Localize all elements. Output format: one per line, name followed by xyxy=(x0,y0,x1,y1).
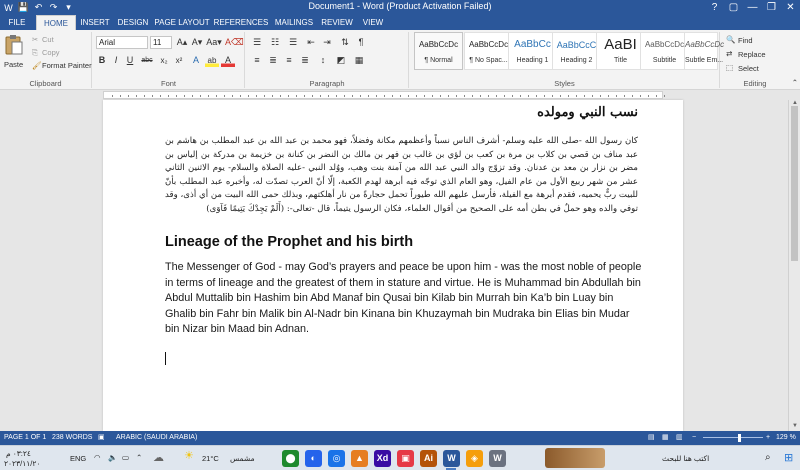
select-icon[interactable]: ⬚ xyxy=(726,63,734,72)
horizontal-ruler[interactable] xyxy=(0,90,800,100)
wifi-icon[interactable]: ◠ xyxy=(94,453,101,462)
ruler-tick xyxy=(272,95,273,97)
ruler-tick xyxy=(216,95,217,97)
ruler-tick xyxy=(168,95,169,97)
copy-icon[interactable]: ⎘ xyxy=(32,48,38,57)
ruler-tick xyxy=(208,95,209,97)
search-icon[interactable]: ⌕ xyxy=(765,452,771,463)
proofing-icon[interactable]: ▣ xyxy=(98,434,105,441)
ruler-tick xyxy=(448,95,449,97)
ruler-tick xyxy=(512,95,513,97)
window-title: Document1 - Word (Product Activation Failed) xyxy=(308,1,492,11)
web-layout-icon[interactable]: ▥ xyxy=(676,434,683,441)
battery-icon[interactable]: ▭ xyxy=(122,453,130,462)
ruler-tick xyxy=(640,95,641,97)
ruler-tick xyxy=(480,95,481,97)
style-subtle-emphasis[interactable] xyxy=(684,32,725,70)
ruler-tick xyxy=(328,95,329,97)
search-highlight-image[interactable] xyxy=(545,448,605,468)
ribbon-tabs xyxy=(0,15,800,30)
language-indicator[interactable]: ARABIC (SAUDI ARABIA) xyxy=(116,434,198,441)
customize-qat-icon[interactable]: ▾ xyxy=(66,2,71,12)
ruler-tick xyxy=(552,95,553,97)
italic-button[interactable]: I xyxy=(114,55,118,65)
cut-icon[interactable]: ✂ xyxy=(32,35,39,44)
ruler-tick xyxy=(224,95,225,97)
align-right-icon[interactable]: ≡ xyxy=(286,55,292,65)
tab-home[interactable]: HOME xyxy=(36,15,76,30)
ruler-tick xyxy=(408,95,409,97)
editing-group xyxy=(722,32,788,88)
print-layout-icon[interactable]: ▦ xyxy=(662,434,669,441)
clipboard-group xyxy=(0,32,92,88)
text-effects-icon[interactable]: A xyxy=(192,55,199,65)
ruler-tick xyxy=(368,95,369,97)
zoom-out-icon[interactable]: − xyxy=(692,434,697,441)
weather-temperature[interactable]: 21°C xyxy=(202,454,219,463)
tab-file[interactable]: FILE xyxy=(0,15,34,30)
chrome-icon[interactable]: ◎ xyxy=(328,450,345,467)
ruler-tick xyxy=(528,95,529,97)
app-icon-3[interactable]: ▲ xyxy=(351,450,368,467)
ruler-tick xyxy=(536,95,537,97)
style-name: Title xyxy=(614,57,627,64)
zoom-in-icon[interactable]: + xyxy=(766,434,771,441)
ruler-tick xyxy=(392,95,393,97)
ruler-tick xyxy=(376,95,377,97)
sort-icon[interactable]: ⇅ xyxy=(341,37,349,47)
taskbar xyxy=(0,445,800,470)
ruler-tick xyxy=(464,95,465,97)
windows-start-icon[interactable]: ⊞ xyxy=(784,452,794,464)
ruler-tick xyxy=(192,95,193,97)
paste-icon xyxy=(4,34,24,56)
save-icon[interactable]: 💾 xyxy=(17,2,30,12)
decrease-indent-icon[interactable]: ⇤ xyxy=(307,37,315,47)
replace-button[interactable]: Replace xyxy=(738,50,766,59)
clipboard-group-label: Clipboard xyxy=(29,79,62,88)
ruler-tick xyxy=(608,95,609,97)
paste-label: Paste xyxy=(4,60,24,69)
ruler-tick xyxy=(160,95,161,97)
weather-condition[interactable]: مشمس xyxy=(230,454,255,463)
highlight-icon[interactable]: ab xyxy=(205,54,219,67)
app-icon-2[interactable]: ◐ xyxy=(305,450,322,467)
styles-group-label: Styles xyxy=(554,79,575,88)
ruler-tick xyxy=(624,95,625,97)
style-preview: AaBbCcDc xyxy=(468,40,509,49)
ruler-tick xyxy=(312,95,313,97)
align-center-icon[interactable]: ≣ xyxy=(269,55,277,65)
tab-page-layout[interactable]: PAGE LAYOUT xyxy=(154,18,210,27)
scrollbar-thumb[interactable] xyxy=(791,106,798,261)
scroll-down-icon[interactable]: ▼ xyxy=(792,423,798,429)
word-count[interactable]: 238 WORDS xyxy=(52,434,93,441)
adobe-xd-icon[interactable]: Xd xyxy=(374,450,391,467)
vertical-scrollbar[interactable] xyxy=(788,100,800,431)
ruler-tick xyxy=(456,95,457,97)
ruler-tick xyxy=(576,95,577,97)
ruler-tick xyxy=(592,95,593,97)
clock-time[interactable]: ٠٣:٢٤ م xyxy=(6,449,31,458)
ruler-tick xyxy=(176,95,177,97)
ruler-tick xyxy=(336,95,337,97)
restore-button[interactable]: ❐ xyxy=(767,2,776,13)
page-count[interactable]: PAGE 1 OF 1 xyxy=(4,434,47,441)
close-button[interactable]: ✕ xyxy=(781,0,800,15)
ruler-tick xyxy=(240,95,241,97)
english-paragraph: The Messenger of God - may God’s prayers and peace be upon him - was the most noble of people in terms of lineage and the greatest of them in stature and virtue. He is Muhammad bin Abdullah bin Abdul Muttalib bin Hashim bin Abd Manaf bin Qusai bin Kilab bin Murrah bin Ka’b bin Luay bin Ghalib bin Fahr bin Malik bin Al-Nadr bin Kinana bin Khuzaymah bin Mudraka bin Elias bin Mudar bin Nizar bin Maad bin Adnan. xyxy=(165,261,642,335)
ruler-tick xyxy=(472,95,473,97)
paste-button[interactable] xyxy=(4,34,26,72)
style-name: ¶ No Spac... xyxy=(469,57,508,64)
search-box[interactable]: اكتب هنا للبحث xyxy=(662,454,710,463)
grow-font-icon[interactable]: A▴ xyxy=(176,37,188,47)
redo-icon[interactable]: ↷ xyxy=(49,2,58,12)
document-workspace xyxy=(0,100,800,431)
font-group xyxy=(93,32,245,88)
ruler-tick xyxy=(344,95,345,97)
style-heading-2[interactable] xyxy=(552,32,601,70)
file-explorer-icon[interactable]: ◈ xyxy=(466,450,483,467)
style-preview: AaBbCcDc xyxy=(644,40,685,49)
replace-icon[interactable]: ⇄ xyxy=(726,49,733,58)
zoom-level[interactable]: 129 % xyxy=(776,434,796,441)
styles-group xyxy=(410,32,725,88)
ruler-tick xyxy=(432,95,433,97)
minimize-button[interactable]: — xyxy=(747,2,758,13)
ruler-tick xyxy=(648,95,649,97)
document-page[interactable] xyxy=(103,100,683,431)
ruler-tick xyxy=(544,95,545,97)
weather-icon[interactable]: ☁ xyxy=(153,452,164,464)
font-color-icon[interactable]: A xyxy=(221,54,235,67)
clock-date[interactable]: ٢٠٢٣/١١/٢٠ xyxy=(4,459,41,468)
ruler-tick xyxy=(120,95,121,97)
shading-icon[interactable]: ◩ xyxy=(336,55,346,65)
status-bar xyxy=(0,431,800,445)
ruler-tick xyxy=(584,95,585,97)
cut-button[interactable]: Cut xyxy=(42,35,54,44)
find-button[interactable]: Find xyxy=(738,36,753,45)
style-name: Heading 1 xyxy=(516,57,549,64)
font-group-label: Font xyxy=(160,79,176,88)
show-marks-icon[interactable]: ¶ xyxy=(358,37,364,47)
ribbon-display-button[interactable]: ▢ xyxy=(728,2,739,13)
style-preview: AaBbCcC xyxy=(556,40,597,50)
ruler-tick xyxy=(664,95,665,97)
ruler-tick xyxy=(320,95,321,97)
ruler-tick xyxy=(504,95,505,97)
style-heading-1[interactable] xyxy=(508,32,557,70)
ruler-tick xyxy=(384,95,385,97)
arabic-paragraph: كان رسول الله -صلى الله عليه وسلم- أشرف الناس نسباً وأعظمهم مكانة وفضلاً، فهو محمد بن عبد الله بن عبد المطلب بن هاشم بن عبد مناف بن قصي بن كلاب بن مرة بن كعب بن لؤي بن غالب بن فهر بن مالك بن النضر بن كنانة بن خزيمة بن مدركة بن إلياس بن مضر بن نزار بن معد بن عدنان. وقد تزوّج والد النبي عبد الله من آمنة بنت وهب، ووُلد النبي -عليه الصلاة والسلام- يوم الاثنين الثاني عشر من شهر ربيع الأول من عام الفيل، وهو العام الذي توجّه فيه أبرهة لهدم الكعبة، إلّا أنّ العرب تصدّت له، وأخبره عبد المطلب بأنّ للبيت ربٌّ يحميه، فقدم أبرهة مع الفيلة، فأرسل عليهم الله طيوراً تحمل حجارةً من نار أهلكتهم، وبذلك حمى الله البيت من أي أذى، وقد توفي والده وهو حملٌ في بطن أمه على الصحيح من أقوال العلماء، فكان الرسول يتيماً، قال -تعالى-: (أَلَمْ يَجِدْكَ يَتِيمًا فَآوَى) xyxy=(165,136,638,214)
ruler-tick xyxy=(496,95,497,97)
ruler-tick xyxy=(360,95,361,97)
zoom-slider[interactable] xyxy=(703,437,763,438)
tab-references[interactable]: REFERENCES xyxy=(213,18,269,27)
ruler-tick xyxy=(304,95,305,97)
format-painter-button[interactable]: Format Painter xyxy=(42,61,92,70)
underline-button[interactable]: U xyxy=(126,55,134,65)
undo-icon[interactable]: ↶ xyxy=(34,2,43,12)
ruler-strip[interactable] xyxy=(103,91,663,99)
style-no-spacing[interactable] xyxy=(464,32,513,70)
bullets-icon[interactable]: ☰ xyxy=(252,37,262,47)
collapse-ribbon-icon[interactable]: ⌃ xyxy=(791,78,798,87)
illustrator-icon[interactable]: Ai xyxy=(420,450,437,467)
tab-insert[interactable]: INSERT xyxy=(80,18,110,27)
window-controls xyxy=(705,0,800,15)
ruler-tick xyxy=(136,95,137,97)
ruler-tick xyxy=(424,95,425,97)
shrink-font-icon[interactable]: A▾ xyxy=(191,37,203,47)
strikethrough-button[interactable]: abc xyxy=(141,57,153,64)
sun-icon[interactable]: ☀ xyxy=(184,450,194,462)
change-case-icon[interactable]: Aa▾ xyxy=(206,37,222,47)
increase-indent-icon[interactable]: ⇥ xyxy=(323,37,331,47)
ruler-tick xyxy=(256,95,257,97)
style-normal[interactable] xyxy=(414,32,463,70)
ruler-tick xyxy=(656,95,657,97)
superscript-button[interactable]: x² xyxy=(175,56,183,65)
system-tray-chevron-icon[interactable]: ⌃ xyxy=(136,453,143,462)
justify-icon[interactable]: ≣ xyxy=(301,55,309,65)
ruler-tick xyxy=(440,95,441,97)
copy-button[interactable]: Copy xyxy=(42,48,60,57)
style-name: ¶ Normal xyxy=(424,57,453,64)
volume-icon[interactable]: 🔈 xyxy=(108,453,118,462)
font-name-combo[interactable]: Arial xyxy=(96,36,148,49)
ruler-tick xyxy=(144,95,145,97)
ruler-tick xyxy=(568,95,569,97)
text-cursor xyxy=(165,352,166,365)
ruler-tick xyxy=(184,95,185,97)
ruler-tick xyxy=(488,95,489,97)
style-name: Heading 2 xyxy=(560,57,593,64)
borders-icon[interactable]: ▦ xyxy=(354,55,364,65)
arabic-heading: نسب النبي ومولده xyxy=(537,105,638,120)
ruler-tick xyxy=(200,95,201,97)
style-preview: AaBbCcDc xyxy=(418,40,459,49)
line-spacing-icon[interactable]: ↕ xyxy=(320,55,326,65)
tab-view[interactable]: VIEW xyxy=(362,18,384,27)
ruler-tick xyxy=(352,95,353,97)
ruler-tick xyxy=(128,95,129,97)
read-mode-icon[interactable]: ▤ xyxy=(648,434,655,441)
task-view-icon[interactable]: W xyxy=(489,450,506,467)
ruler-tick xyxy=(288,95,289,97)
ruler-tick xyxy=(400,95,401,97)
subscript-button[interactable]: x₂ xyxy=(160,56,168,65)
zoom-slider-thumb[interactable] xyxy=(738,434,741,442)
editing-group-label: Editing xyxy=(743,79,767,88)
ruler-tick xyxy=(296,95,297,97)
ribbon-home xyxy=(0,30,800,90)
tab-review[interactable]: REVIEW xyxy=(321,18,353,27)
style-title[interactable] xyxy=(596,32,645,70)
word-taskbar-icon[interactable]: W xyxy=(443,450,460,467)
ruler-tick xyxy=(280,95,281,97)
bold-button[interactable]: B xyxy=(98,55,106,65)
ruler-tick xyxy=(152,95,153,97)
find-icon[interactable]: 🔍 xyxy=(726,35,736,44)
ruler-tick xyxy=(560,95,561,97)
ruler-tick xyxy=(616,95,617,97)
ruler-tick xyxy=(232,95,233,97)
numbering-icon[interactable]: ☷ xyxy=(270,37,280,47)
ruler-tick xyxy=(264,95,265,97)
app-icon-4[interactable]: ▣ xyxy=(397,450,414,467)
english-heading: Lineage of the Prophet and his birth xyxy=(165,234,414,250)
style-preview: AaBbCc xyxy=(514,39,551,50)
ruler-tick xyxy=(600,95,601,97)
clear-formatting-icon[interactable]: A⌫ xyxy=(225,37,244,47)
app-icon-1[interactable]: ⬤ xyxy=(282,450,299,467)
tab-design[interactable]: DESIGN xyxy=(117,18,149,27)
style-name: Subtle Em... xyxy=(685,57,724,64)
font-size-combo[interactable]: 11 xyxy=(150,36,172,49)
ruler-tick xyxy=(520,95,521,97)
ruler-tick xyxy=(416,95,417,97)
style-preview: AaBI xyxy=(604,36,637,53)
format-painter-icon[interactable]: 🖌 xyxy=(32,61,42,70)
multilevel-list-icon[interactable]: ☰ xyxy=(288,37,298,47)
input-language[interactable]: ENG xyxy=(70,454,87,463)
scroll-up-icon[interactable]: ▲ xyxy=(792,100,798,106)
align-left-icon[interactable]: ≡ xyxy=(254,55,260,65)
word-app-icon: W xyxy=(4,2,13,13)
ruler-tick xyxy=(112,95,113,97)
paragraph-group xyxy=(246,32,409,88)
paragraph-group-label: Paragraph xyxy=(309,79,345,88)
help-button[interactable]: ? xyxy=(711,2,718,13)
ruler-tick xyxy=(632,95,633,97)
style-subtitle[interactable] xyxy=(640,32,689,70)
tab-mailings[interactable]: MAILINGS xyxy=(274,18,314,27)
style-preview: AaBbCcDc xyxy=(685,40,725,49)
title-bar xyxy=(0,0,800,15)
style-name: Subtitle xyxy=(652,57,677,64)
select-button[interactable]: Select xyxy=(738,64,759,73)
ruler-tick xyxy=(248,95,249,97)
